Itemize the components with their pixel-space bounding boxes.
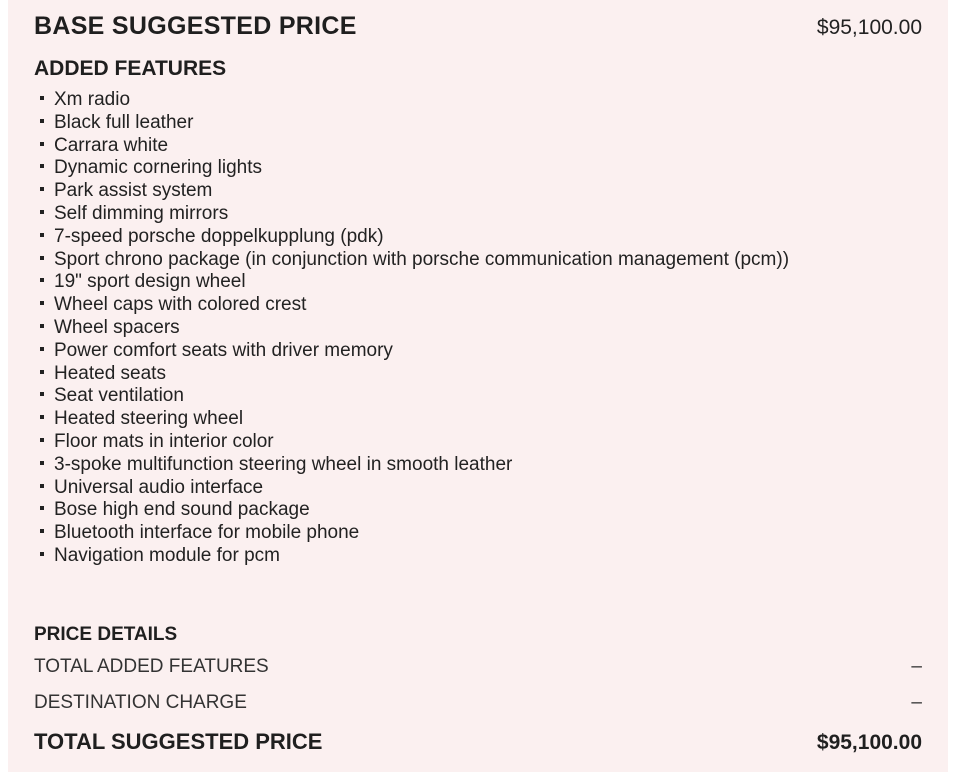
feature-label: Heated seats (54, 362, 166, 384)
price-summary-panel (8, 0, 948, 772)
square-bullet-icon (40, 415, 44, 419)
base-price-value: $95,100.00 (816, 16, 922, 39)
feature-list-item (38, 226, 798, 249)
square-bullet-icon (40, 484, 44, 488)
destination-charge-label: DESTINATION CHARGE (34, 692, 247, 713)
square-bullet-icon (40, 96, 44, 100)
total-added-features-row (34, 656, 922, 678)
feature-label: Heated steering wheel (54, 408, 244, 430)
total-price-value: $95,100.00 (816, 731, 922, 754)
price-details-title: PRICE DETAILS (34, 624, 178, 645)
square-bullet-icon (40, 347, 44, 351)
feature-list-item (38, 180, 798, 203)
added-features-list (38, 89, 798, 568)
square-bullet-icon (40, 438, 44, 442)
total-added-features-value: – (911, 656, 922, 677)
feature-list-item (38, 249, 798, 272)
feature-list-item (38, 499, 798, 522)
feature-label: Navigation module for pcm (54, 544, 280, 566)
square-bullet-icon (40, 506, 44, 510)
feature-list-item (38, 157, 798, 180)
feature-list-item (38, 454, 798, 477)
feature-list-item (38, 545, 798, 568)
square-bullet-icon (40, 210, 44, 214)
square-bullet-icon (40, 142, 44, 146)
base-price-row (34, 12, 922, 41)
feature-label: Bose high end sound package (54, 499, 310, 521)
square-bullet-icon (40, 164, 44, 168)
feature-label: Park assist system (54, 180, 213, 202)
base-price-title: BASE SUGGESTED PRICE (34, 12, 357, 40)
added-features-title: ADDED FEATURES (34, 57, 227, 80)
destination-charge-row (34, 692, 922, 714)
feature-list-item (38, 271, 798, 294)
feature-label: Power comfort seats with driver memory (54, 339, 393, 361)
destination-charge-value: – (911, 692, 922, 713)
square-bullet-icon (40, 119, 44, 123)
feature-list-item (38, 340, 798, 363)
feature-list-item (38, 89, 798, 112)
feature-label: 19" sport design wheel (54, 271, 246, 293)
feature-label: Black full leather (54, 111, 194, 133)
feature-list-item (38, 477, 798, 500)
feature-label: Xm radio (54, 89, 131, 110)
feature-list-item (38, 317, 798, 340)
feature-list-item (38, 408, 798, 431)
feature-label: Seat ventilation (54, 385, 184, 407)
square-bullet-icon (40, 324, 44, 328)
feature-list-item (38, 363, 798, 386)
total-price-row (34, 729, 922, 755)
square-bullet-icon (40, 187, 44, 191)
feature-list-item (38, 135, 798, 158)
feature-label: Self dimming mirrors (54, 202, 229, 224)
feature-label: Sport chrono package (in conjunction with porsche communication management (pcm)) (54, 248, 790, 270)
square-bullet-icon (40, 370, 44, 374)
feature-list-item (38, 522, 798, 545)
feature-label: 3-spoke multifunction steering wheel in smooth leather (54, 453, 513, 475)
square-bullet-icon (40, 461, 44, 465)
square-bullet-icon (40, 392, 44, 396)
square-bullet-icon (40, 529, 44, 533)
square-bullet-icon (40, 301, 44, 305)
feature-list-item (38, 431, 798, 454)
feature-list-item (38, 112, 798, 135)
total-added-features-label: TOTAL ADDED FEATURES (34, 656, 269, 677)
feature-label: 7-speed porsche doppelkupplung (pdk) (54, 225, 384, 247)
feature-label: Floor mats in interior color (54, 430, 274, 452)
feature-list-item (38, 385, 798, 408)
feature-label: Wheel spacers (54, 316, 180, 338)
feature-label: Dynamic cornering lights (54, 157, 263, 179)
feature-label: Carrara white (54, 134, 169, 156)
total-price-title: TOTAL SUGGESTED PRICE (34, 729, 323, 754)
feature-list-item (38, 294, 798, 317)
feature-label: Wheel caps with colored crest (54, 294, 307, 316)
feature-label: Bluetooth interface for mobile phone (54, 522, 360, 544)
square-bullet-icon (40, 233, 44, 237)
square-bullet-icon (40, 278, 44, 282)
square-bullet-icon (40, 256, 44, 260)
feature-label: Universal audio interface (54, 476, 264, 498)
feature-list-item (38, 203, 798, 226)
square-bullet-icon (40, 552, 44, 556)
